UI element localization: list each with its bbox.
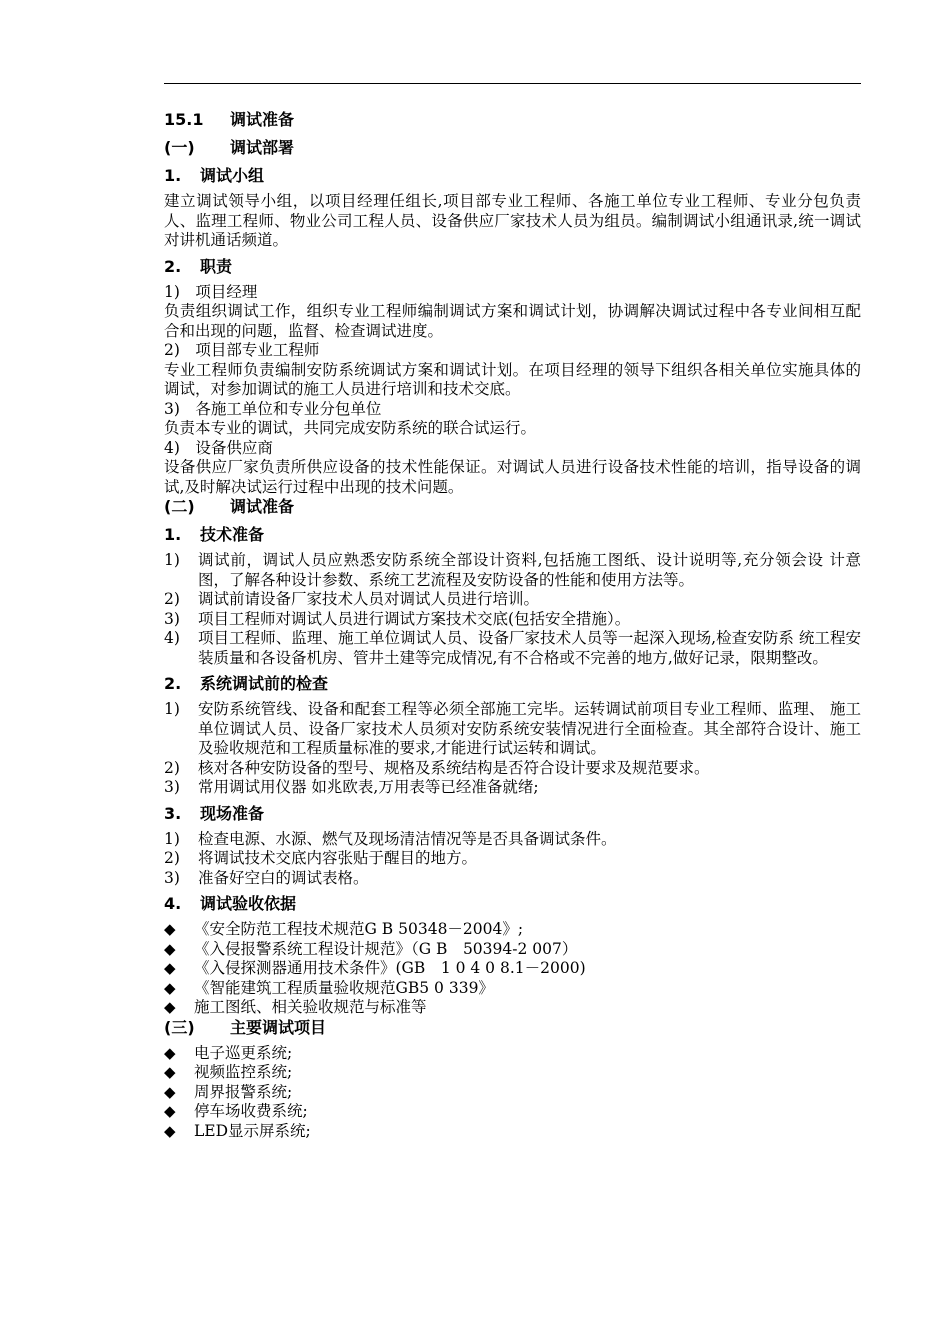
role-label: 1) 项目经理: [164, 282, 258, 301]
diamond-bullet-icon: ◆: [164, 1102, 176, 1120]
bullet-item: ◆ 视频监控系统;: [164, 1063, 293, 1081]
subsection-heading-team: 1. 调试小组: [164, 166, 265, 185]
list-item: 1) 检查电源、水源、燃气及现场清洁情况等是否具备调试条件。: [164, 829, 617, 848]
list-item: 3) 项目工程师对调试人员进行调试方案技术交底(包括安全措施）。: [164, 609, 631, 628]
subsection-heading-tech-prep: 1. 技术准备: [164, 525, 265, 544]
tech-prep-list: [164, 551, 861, 668]
section-heading-3: (三) 主要调试项目: [164, 1017, 327, 1037]
subsection-heading-pre-check: 2. 系统调试前的检查: [164, 674, 329, 693]
role-text: 专业工程师负责编制安防系统调试方案和调试计划。在项目经理的领导下组织各相关单位实施具体的调试，对参加调试的施工人员进行培训和技术交底。: [164, 360, 861, 398]
diamond-bullet-icon: ◆: [164, 939, 176, 958]
list-item: 1) 调试前，调试人员应熟悉安防系统全部设计资料,包括施工图纸、设计说明等,充分领会设 计意图，了解各种设计参数、系统工艺流程及安防设备的性能和使用方法等。: [164, 551, 861, 589]
diamond-bullet-icon: ◆: [164, 978, 176, 997]
list-item: 4) 项目工程师、监理、施工单位调试人员、设备厂家技术人员等一起深入现场,检查安防系 统工程安装质量和各设备机房、管井土建等完成情况,有不合格或不完善的地方,做好记录，限期整改。: [164, 629, 861, 667]
list-item: 2) 核对各种安防设备的型号、规格及系统结构是否符合设计要求及规范要求。: [164, 758, 710, 777]
list-item: 2) 调试前请设备厂家技术人员对调试人员进行培训。: [164, 590, 540, 608]
main-items-list: [164, 1044, 861, 1142]
role-label: 4) 设备供应商: [164, 438, 273, 457]
diamond-bullet-icon: ◆: [164, 1082, 176, 1101]
subsection-heading-site-prep: 3. 现场准备: [164, 803, 265, 823]
site-prep-list: [164, 830, 861, 889]
bullet-item: ◆ 周界报警系统;: [164, 1082, 293, 1101]
bullet-item: ◆ 施工图纸、相关验收规范与标准等: [164, 998, 427, 1016]
role-text: 负责本专业的调试，共同完成安防系统的联合试运行。: [164, 419, 537, 437]
bullet-item: ◆ 停车场收费系统;: [164, 1102, 308, 1120]
diamond-bullet-icon: ◆: [164, 1121, 176, 1140]
role-text: 负责组织调试工作，组织专业工程师编制调试方案和调试计划，协调解决调试过程中各专业间相互配合和出现的问题，监督、检查调试进度。: [164, 302, 861, 340]
bullet-item: ◆ 《安全防范工程技术规范G B 50348－2004》;: [164, 920, 524, 938]
bullet-item: ◆ LED显示屏系统;: [164, 1121, 311, 1140]
diamond-bullet-icon: ◆: [164, 1043, 176, 1062]
list-item: 3) 准备好空白的调试表格。: [164, 868, 369, 887]
document-body: [164, 104, 861, 1141]
section-heading-15-1: 15.1 调试准备: [164, 110, 295, 129]
section-heading-2: (二) 调试准备: [164, 497, 295, 516]
role-text: 设备供应厂家负责所供应设备的技术性能保证。对调试人员进行设备技术性能的培训，指导设备的调试,及时解决试运行过程中出现的技术问题。: [164, 458, 861, 496]
section-heading-1: (一) 调试部署: [164, 138, 295, 157]
subsection-heading-duties: 2. 职责: [164, 256, 233, 276]
bullet-item: ◆ 《入侵探测器通用技术条件》(GB 1 0 4 0 8.1－2000): [164, 959, 586, 977]
acceptance-basis-list: [164, 920, 861, 1018]
role-label: 3) 各施工单位和专业分包单位: [164, 399, 382, 418]
bullet-item: ◆ 《智能建筑工程质量验收规范GB5 0 339》: [164, 978, 494, 997]
diamond-bullet-icon: ◆: [164, 1063, 176, 1081]
list-item: 1) 安防系统管线、设备和配套工程等必须全部施工完毕。运转调试前项目专业工程师、监理、 施工单位调试人员、设备厂家技术人员须对安防系统安装情况进行全面检查。其全部符合设计、施工及验收规范和工程质量标准的要求,才能进行试运转和调试。: [164, 700, 861, 757]
diamond-bullet-icon: ◆: [164, 959, 176, 977]
header-rule: [164, 83, 861, 84]
list-item: 2) 将调试技术交底内容张贴于醒目的地方。: [164, 849, 478, 867]
list-item: 3) 常用调试用仪器 如兆欧表,万用表等已经准备就绪;: [164, 778, 539, 796]
subsection-heading-acceptance-basis: 4. 调试验收依据: [164, 894, 297, 913]
diamond-bullet-icon: ◆: [164, 920, 176, 938]
paragraph-team: 建立调试领导小组，以项目经理任组长,项目部专业工程师、各施工单位专业工程师、专业分包负责人、监理工程师、物业公司工程人员、设备供应厂家技术人员为组员。编制调试小组通讯录,统一调试对讲机通话频道。: [164, 192, 861, 249]
role-label: 2) 项目部专业工程师: [164, 341, 320, 359]
diamond-bullet-icon: ◆: [164, 998, 176, 1016]
duties-list: [164, 283, 861, 498]
bullet-item: ◆ 电子巡更系统;: [164, 1043, 293, 1062]
bullet-item: ◆ 《入侵报警系统工程设计规范》（G B 50394-2 007）: [164, 939, 578, 958]
pre-check-list: [164, 700, 861, 798]
